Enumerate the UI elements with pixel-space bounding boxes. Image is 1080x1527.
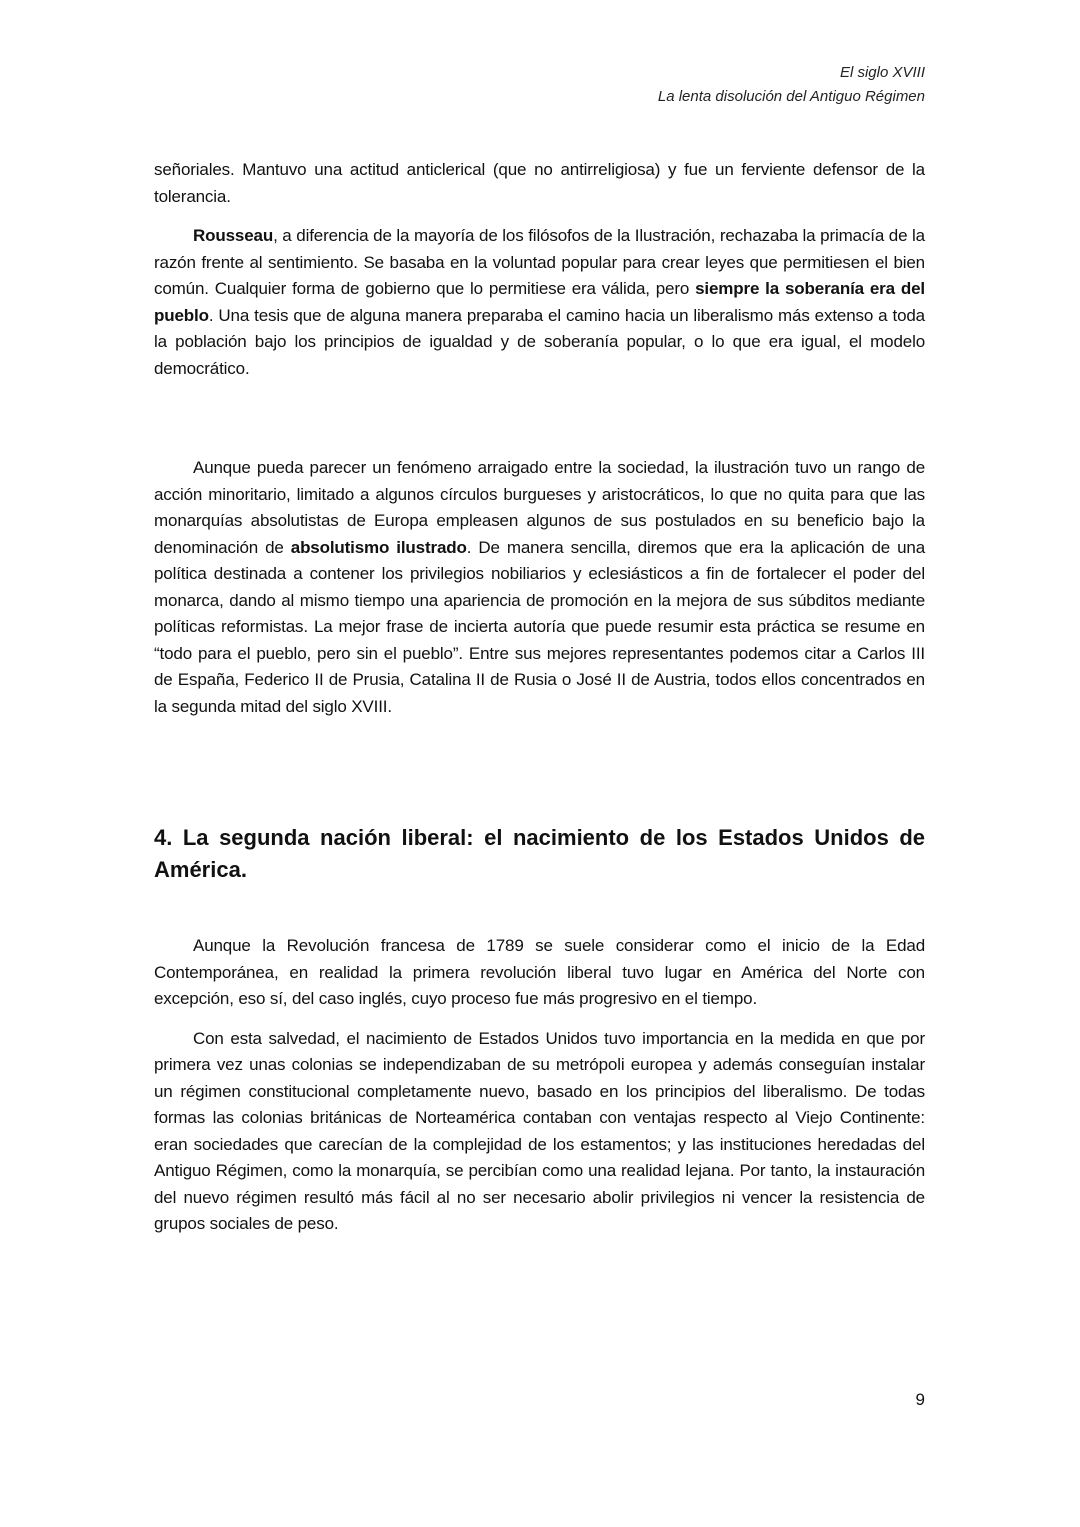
body-block-2 (154, 455, 925, 720)
paragraph (154, 933, 925, 1013)
body-block-1 (154, 157, 925, 382)
section-heading-block (154, 822, 925, 886)
text-run: Aunque pueda parecer un fenómeno arraigado entre la sociedad, la ilustración tuvo un rango de acción minoritario, limitado a algunos círculos burgueses y aristocráticos, lo que no quita para que las monarquías absolutistas de Europa empleasen algunos de sus postulados en su beneficio bajo la denominación de (154, 458, 925, 557)
bold-text: siempre la soberanía era del pueblo (154, 279, 925, 325)
paragraph (154, 1026, 925, 1238)
paragraph (154, 455, 925, 720)
page-number: 9 (915, 1390, 925, 1409)
bold-text: absolutismo ilustrado (290, 537, 467, 557)
text-run: Con esta salvedad, el nacimiento de Estados Unidos tuvo importancia en la medida en que por primera vez unas colonias se independizaban de su metrópoli europea y además conseguían instalar un régimen constitucional completamente nuevo, basado en los principios del liberalismo. De todas formas las colonias británicas de Norteamérica contaban con ventajas respecto al Viejo Continente: eran sociedades que carecían de la complejidad de los estamentos; y las instituciones heredadas del Antiguo Régimen, como la monarquía, se percibían como una realidad lejana. Por tanto, la instauración del nuevo régimen resultó más fácil al no ser necesario abolir privilegios ni vencer la resistencia de grupos sociales de peso. (154, 1028, 925, 1233)
section-heading: 4. La segunda nación liberal: el nacimiento de los Estados Unidos de América. (154, 825, 925, 882)
bold-text: Rousseau (193, 226, 274, 245)
running-header-subtitle: La lenta disolución del Antiguo Régimen (657, 88, 925, 105)
text-run: . Una tesis que de alguna manera preparaba el camino hacia un liberalismo más extenso a toda la población bajo los principios de igualdad y de soberanía popular, o lo que era igual, el modelo democrático. (154, 305, 925, 378)
text-run: señoriales. Mantuvo una actitud anticlerical (que no antirreligiosa) y fue un ferviente defensor de la tolerancia. (154, 160, 925, 206)
text-run: , a diferencia de la mayoría de los filósofos de la Ilustración, rechazaba la primacía de la razón frente al sentimiento. Se basaba en la voluntad popular para crear leyes que permitiesen el bien común. Cualquier forma de gobierno que lo permitiese era válida, pero (154, 226, 925, 298)
paragraph (154, 223, 925, 382)
running-header-title: El siglo XVIII (839, 64, 925, 81)
paragraph (154, 157, 925, 210)
text-run: . De manera sencilla, diremos que era la aplicación de una política destinada a contener los privilegios nobiliarios y eclesiásticos a fin de fortalecer el poder del monarca, dando al mismo tiempo una apariencia de promoción en la mejora de sus súbditos mediante políticas reformistas. La mejor frase de incierta autoría que puede resumir esta práctica se resume en “todo para el pueblo, pero sin el pueblo”. Entre sus mejores representantes podemos citar a Carlos III de España, Federico II de Prusia, Catalina II de Rusia o José II de Austria, todos ellos concentrados en la segunda mitad del siglo XVIII. (154, 537, 926, 716)
text-run: Aunque la Revolución francesa de 1789 se suele considerar como el inicio de la Edad Contemporánea, en realidad la primera revolución liberal tuvo lugar en América del Norte con excepción, eso sí, del caso inglés, cuyo proceso fue más progresivo en el tiempo. (154, 936, 925, 1008)
body-block-3 (154, 933, 925, 1238)
